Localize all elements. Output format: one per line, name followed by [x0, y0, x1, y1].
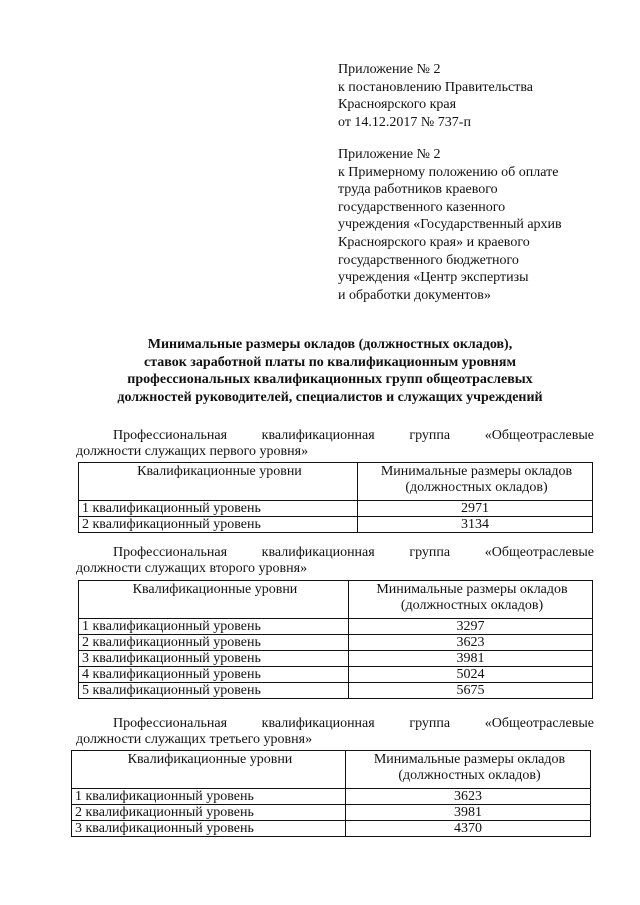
salary-cell: 3297 — [349, 619, 593, 635]
annex-line: учреждения «Центр экспертизы — [338, 270, 529, 286]
col-header-salary — [346, 751, 591, 789]
heading-word: группа — [409, 716, 451, 731]
table-row — [72, 789, 591, 805]
annex-to-resolution — [338, 61, 533, 131]
table-row — [72, 805, 591, 821]
col-header-salary-line1: Минимальные размеры окладов — [380, 464, 573, 479]
table-row — [79, 501, 593, 517]
col-header-levels: Квалификационные уровни — [79, 581, 349, 619]
annex-line: Приложение № 2 — [338, 62, 441, 77]
col-header-salary-line1: Минимальные размеры окладов — [376, 582, 568, 597]
table-row — [79, 619, 593, 635]
heading-word: квалификационная — [261, 428, 375, 443]
table-row — [79, 683, 593, 699]
table-row — [72, 821, 591, 837]
group-1-heading — [76, 428, 594, 460]
heading-word: группа — [409, 545, 451, 560]
heading-line-2: должности служащих первого уровня» — [76, 444, 309, 459]
heading-word: Профессиональная — [113, 716, 228, 731]
title-line: Минимальные размеры окладов (должностных окладов), — [147, 337, 513, 352]
group-2-table — [78, 580, 593, 699]
heading-word: «Общеотраслевые — [484, 428, 594, 443]
level-cell: 4 квалификационный уровень — [79, 667, 349, 683]
annex-line: государственного бюджетного — [338, 252, 519, 268]
salary-cell: 3623 — [349, 635, 593, 651]
salary-cell: 3134 — [358, 517, 593, 533]
level-cell: 1 квалификационный уровень — [72, 789, 346, 805]
level-cell: 1 квалификационный уровень — [79, 501, 358, 517]
heading-word: квалификационная — [261, 716, 375, 731]
salary-cell: 5024 — [349, 667, 593, 683]
group-2-heading — [76, 545, 594, 577]
col-header-levels: Квалификационные уровни — [72, 751, 346, 789]
table-header-row — [79, 581, 593, 619]
level-cell: 3 квалификационный уровень — [72, 821, 346, 837]
level-cell: 2 квалификационный уровень — [72, 805, 346, 821]
annex-line: к постановлению Правительства — [338, 79, 534, 95]
table-header-row — [79, 463, 593, 501]
heading-line-2: должности служащих второго уровня» — [76, 561, 308, 576]
annex-line: к Примерному положению об оплате — [338, 164, 559, 180]
level-cell: 2 квалификационный уровень — [79, 517, 358, 533]
heading-word: «Общеотраслевые — [484, 545, 594, 560]
heading-word: группа — [409, 428, 451, 443]
title-line: ставок заработной платы по квалификационным уровням — [144, 354, 516, 370]
level-cell: 3 квалификационный уровень — [79, 651, 349, 667]
salary-cell: 3981 — [349, 651, 593, 667]
annex-line: от 14.12.2017 № 737-п — [338, 114, 471, 130]
heading-word: «Общеотраслевые — [484, 716, 594, 731]
salary-cell: 5675 — [349, 683, 593, 699]
table-row — [79, 635, 593, 651]
table-header-row — [72, 751, 591, 789]
title-line: профессиональных квалификационных групп общеотраслевых — [127, 372, 533, 387]
annex-line: государственного казенного — [338, 199, 506, 215]
annex-to-regulation — [338, 146, 562, 304]
heading-word: квалификационная — [261, 545, 375, 560]
table-row — [79, 667, 593, 683]
col-header-salary-line2: (должностных окладов) — [400, 598, 544, 613]
salary-cell: 2971 — [358, 501, 593, 517]
annex-line: учреждения «Государственный архив — [338, 217, 562, 233]
annex-line: Приложение № 2 — [338, 147, 441, 162]
col-header-salary-line2: (должностных окладов) — [405, 480, 548, 495]
heading-line-2: должности служащих третьего уровня» — [76, 732, 313, 747]
salary-cell: 3623 — [346, 789, 591, 805]
col-header-salary-line2: (должностных окладов) — [398, 768, 541, 783]
annex-line: и обработки документов» — [338, 287, 491, 303]
col-header-salary-line1: Минимальные размеры окладов — [373, 752, 566, 767]
group-3-table — [71, 750, 591, 837]
annex-line: Красноярского края — [338, 97, 457, 113]
col-header-salary — [358, 463, 593, 501]
document-title — [60, 336, 600, 406]
table-row — [79, 651, 593, 667]
level-cell: 1 квалификационный уровень — [79, 619, 349, 635]
level-cell: 5 квалификационный уровень — [79, 683, 349, 699]
title-line: должностей руководителей, специалистов и служащих учреждений — [117, 389, 543, 405]
annex-line: труда работников краевого — [338, 182, 498, 198]
group-1-table — [78, 462, 593, 533]
col-header-salary — [349, 581, 593, 619]
group-3-heading — [76, 716, 594, 748]
annex-line: Красноярского края» и краевого — [338, 234, 530, 250]
heading-word: Профессиональная — [113, 428, 228, 443]
salary-cell: 3981 — [346, 805, 591, 821]
salary-cell: 4370 — [346, 821, 591, 837]
col-header-levels: Квалификационные уровни — [79, 463, 358, 501]
level-cell: 2 квалификационный уровень — [79, 635, 349, 651]
heading-word: Профессиональная — [113, 545, 228, 560]
table-row — [79, 517, 593, 533]
